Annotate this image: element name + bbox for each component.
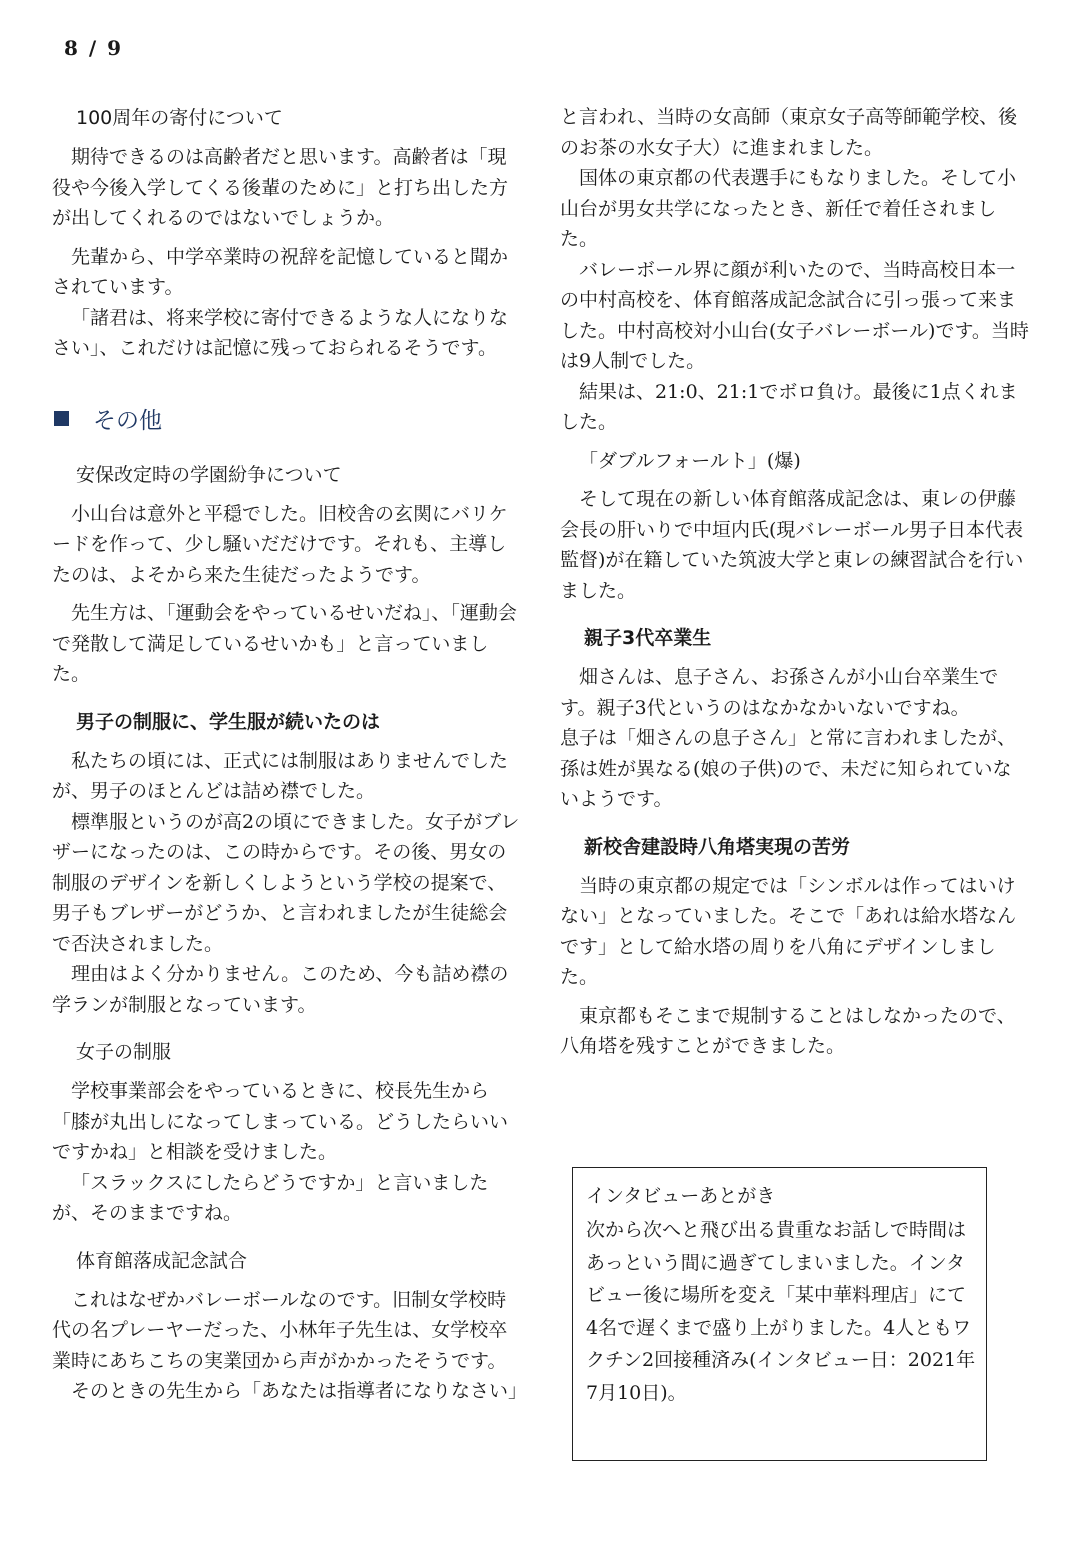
paragraph: バレーボール界に顔が利いたので、当時高校日本一の中村高校を、体育館落成記念試合に引っ張って来ました。中村高校対小山台(女子バレーボール)です。当時は9人制でした。 [560,258,1029,372]
heading-three-generations: 親子3代卒業生 [584,627,712,649]
paragraph: 先輩から、中学卒業時の祝辞を記憶していると聞かされています。 [52,245,509,298]
section-header-other [52,402,522,435]
afterword-box [572,1167,987,1461]
paragraph: 息子は「畑さんの息子さん」と常に言われましたが、孫は姓が異なる(娘の子供)ので、未だに知られていないようです。 [560,727,1017,810]
right-column [560,102,1030,1062]
paragraph: 「ダブルフォールト」(爆) [579,449,801,472]
paragraph: 小山台は意外と平穏でした。旧校舎の玄関にバリケードを作って、少し騒いだだけです。それも、主導したのは、よそから来た生徒だったようです。 [52,502,508,586]
left-column [52,102,528,1407]
paragraph: 標準服というのが高2の頃にできました。女子がブレザーになったのは、この時からです。その後、男女の制服のデザインを新しくしようという学校の提案で、男子もブレザーがどうか、と言われましたが生徒総会で否決されました。 [52,810,520,955]
paragraph: 理由はよく分かりません。このため、今も詰め襟の学ランが制服となっています。 [52,963,509,1016]
heading-gym-match: 体育館落成記念試合 [76,1249,248,1272]
paragraph: 私たちの頃には、正式には制服はありませんでしたが、男子のほとんどは詰め襟でした。 [52,749,509,802]
paragraph: 当時の東京都の規定では「シンボルは作ってはいけない」となっていました。そこで「あれは給水塔なんです」として給水塔の周りを八角にデザインしました。 [560,874,1017,988]
afterword-text: 次から次へと飛び出る貴重なお話しで時間はあっという間に過ぎてしまいました。インタビュー後に場所を変え「某中華料理店」にて4名で遅くまで盛り上がりました。4人ともワクチン2回接種済み(インタビュー日：2021年7月10日)。 [586,1219,976,1404]
paragraph: と言われ、当時の女高師（東京女子高等師範学校、後のお茶の水女子大）に進まれました。 [560,106,1018,159]
paragraph: 国体の東京都の代表選手にもなりました。そして小山台が男女共学になったとき、新任で着任されました。 [560,167,1017,250]
heading-octagonal-tower: 新校舎建設時八角塔実現の苦労 [584,835,851,858]
heading-dispute: 安保改定時の学園紛争について [76,463,342,486]
page-number: 8 / 9 [64,36,124,60]
paragraph: 「スラックスにしたらどうですか」と言いましたが、そのままですね。 [52,1171,489,1224]
paragraph: 畑さんは、息子さん、お孫さんが小山台卒業生です。親子3代というのはなかなかいないですね。 [560,666,999,719]
paragraph: 期待できるのは高齢者だと思います。高齢者は「現役や今後入学してくる後輩のために」と打ち出した方が出してくれるのではないでしょうか。 [52,146,509,229]
paragraph: 「諸君は、将来学校に寄付できるような人になりなさい」、これだけは記憶に残っておられるそうです。 [52,306,509,359]
afterword-title: インタビューあとがき [586,1185,776,1207]
paragraph: 結果は、21:0、21:1でボロ負け。最後に1点くれました。 [560,380,1018,433]
square-bullet-icon [54,411,69,426]
paragraph: 先生方は、「運動会をやっているせいだね」、「運動会で発散して満足しているせいかも」と言っていました。 [52,602,517,685]
paragraph: 東京都もそこまで規制することはしなかったので、八角塔を残すことができました。 [560,1004,1016,1057]
heading-boys-uniform: 男子の制服に、学生服が続いたのは [76,710,381,733]
heading-donation: 100周年の寄付について [76,107,283,129]
heading-girls-uniform: 女子の制服 [76,1041,172,1063]
paragraph: そして現在の新しい体育館落成記念は、東レの伊藤会長の肝いりで中垣内氏(現バレーボール男子日本代表監督)が在籍していた筑波大学と東レの練習試合を行いました。 [560,488,1024,602]
paragraph: そのときの先生から「あなたは指導者になりなさい」 [71,1380,528,1402]
section-title: その他 [93,407,162,434]
paragraph: これはなぜかバレーボールなのです。旧制女学校時代の名プレーヤーだった、小林年子先生は、女学校卒業時にあちこちの実業団から声がかかったそうです。 [52,1288,508,1372]
paragraph: 学校事業部会をやっているときに、校長先生から「膝が丸出しになってしまっている。どうしたらいいですかね」と相談を受けました。 [52,1080,509,1163]
